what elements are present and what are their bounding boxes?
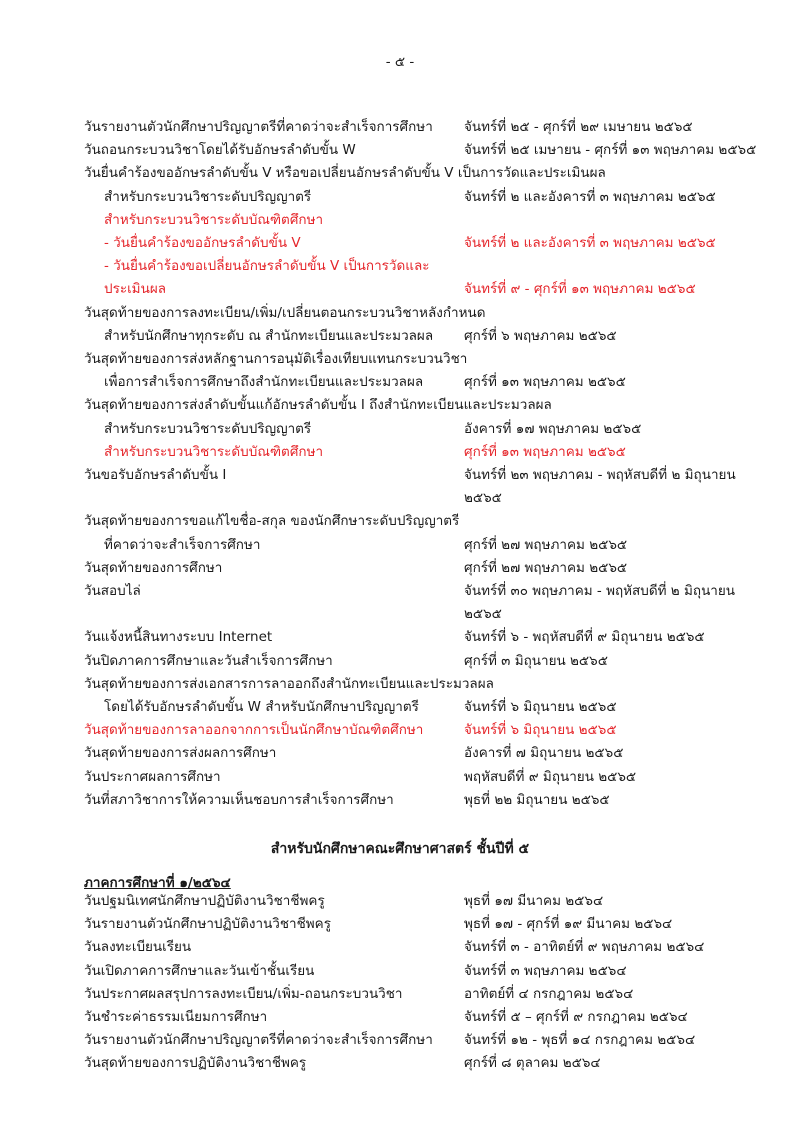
schedule-date: จันทร์ที่ ๕ – ศุกร์ที่ ๙ กรกฎาคม ๒๕๖๔: [464, 1009, 688, 1026]
schedule-date: พฤหัสบดีที่ ๙ มิถุนายน ๒๕๖๕: [464, 768, 637, 785]
schedule-row: [84, 913, 764, 936]
schedule-label: วันสุดท้ายของการปฏิบัติงานวิชาชีพครู: [84, 1055, 307, 1072]
schedule-row: [84, 510, 764, 533]
schedule-row: [84, 302, 764, 325]
schedule-date: ศุกร์ที่ ๒๗ พฤษภาคม ๒๕๖๕: [464, 559, 628, 576]
schedule-row: [84, 255, 764, 278]
schedule-date: พุธที่ ๑๗ - ศุกร์ที่ ๑๙ มีนาคม ๒๕๖๔: [464, 916, 673, 933]
schedule-label: วันที่สภาวิชาการให้ความเห็นชอบการสำเร็จการศึกษา: [84, 791, 394, 808]
schedule-row: [84, 1006, 764, 1029]
schedule-label: - วันยื่นคำร้องขอเปลี่ยนอักษรลำดับขั้น V เป็นการวัดและ: [104, 258, 430, 275]
schedule-row: [84, 719, 764, 742]
schedule-label: สำหรับกระบวนวิชาระดับปริญญาตรี: [104, 420, 312, 437]
schedule-label: วันสุดท้ายของการศึกษา: [84, 559, 223, 576]
schedule-label: สำหรับกระบวนวิชาระดับบัณฑิตศึกษา: [104, 443, 324, 460]
schedule-label: ประเมินผล: [104, 281, 166, 298]
semester-heading: ภาคการศึกษาที่ ๑/๒๕๖๔: [84, 875, 231, 891]
page-number: - ๕ -: [385, 54, 415, 70]
schedule-row: [84, 936, 764, 959]
schedule-label: วันชำระค่าธรรมเนียมการศึกษา: [84, 1009, 268, 1026]
schedule-row: [84, 209, 764, 232]
schedule-row: [84, 673, 764, 696]
schedule-date: จันทร์ที่ ๓ พฤษภาคม ๒๕๖๔: [464, 962, 627, 979]
schedule-row: [84, 418, 764, 441]
schedule-label: สำหรับกระบวนวิชาระดับปริญญาตรี: [104, 188, 312, 205]
schedule-label: วันสุดท้ายของการส่งหลักฐานการอนุมัติเรื่องเทียบแทนกระบวนวิชา: [84, 351, 468, 368]
schedule-row: [84, 983, 764, 1006]
schedule-row: [84, 278, 764, 301]
schedule-date: จันทร์ที่ ๙ - ศุกร์ที่ ๑๓ พฤษภาคม ๒๕๖๕: [464, 281, 696, 298]
schedule-date: จันทร์ที่ ๖ - พฤหัสบดีที่ ๙ มิถุนายน ๒๕๖๕: [464, 629, 705, 646]
schedule-date: จันทร์ที่ ๒๕ - ศุกร์ที่ ๒๙ เมษายน ๒๕๖๕: [464, 119, 693, 135]
schedule-label: สำหรับกระบวนวิชาระดับบัณฑิตศึกษา: [104, 211, 324, 228]
schedule-row: [84, 162, 764, 185]
schedule-date: จันทร์ที่ ๖ มิถุนายน ๒๕๖๕: [464, 722, 617, 739]
schedule-row: [84, 116, 764, 139]
schedule-label: วันปิดภาคการศึกษาและวันสำเร็จการศึกษา: [84, 652, 333, 669]
schedule-date: จันทร์ที่ ๒๓ พฤษภาคม - พฤหัสบดีที่ ๒ มิถุนายน: [464, 467, 736, 484]
schedule-date: ศุกร์ที่ ๖ พฤษภาคม ๒๕๖๕: [464, 327, 617, 344]
schedule-date: อังคารที่ ๗ มิถุนายน ๒๕๖๕: [464, 745, 624, 762]
schedule-row: [84, 464, 764, 487]
schedule-date: จันทร์ที่ ๓ - อาทิตย์ที่ ๙ พฤษภาคม ๒๕๖๔: [464, 939, 705, 956]
schedule-label: โดยได้รับอักษรลำดับขั้น W สำหรับนักศึกษาปริญญาตรี: [104, 699, 419, 716]
schedule-date: ศุกร์ที่ ๑๓ พฤษภาคม ๒๕๖๕: [464, 443, 626, 460]
schedule-date: จันทร์ที่ ๓๐ พฤษภาคม - พฤหัสบดีที่ ๒ มิถุนายน: [464, 583, 736, 600]
schedule-date: จันทร์ที่ ๑๒ - พุธที่ ๑๔ กรกฎาคม ๒๕๖๔: [464, 1032, 696, 1049]
schedule-date: จันทร์ที่ ๒ และอังคารที่ ๓ พฤษภาคม ๒๕๖๕: [464, 235, 716, 252]
schedule-date: จันทร์ที่ ๖ มิถุนายน ๒๕๖๕: [464, 699, 617, 716]
schedule-label: เพื่อการสำเร็จการศึกษาถึงสำนักทะเบียนและประมวลผล: [104, 374, 424, 391]
schedule-date: ๒๕๖๕: [464, 606, 502, 623]
schedule-label: วันสุดท้ายของการส่งลำดับขั้นแก้อักษรลำดับขั้น I ถึงสำนักทะเบียนและประมวลผล: [84, 397, 552, 414]
schedule-date: ศุกร์ที่ ๘ ตุลาคม ๒๕๖๔: [464, 1055, 601, 1072]
schedule-label: วันสอบไล่: [84, 583, 141, 600]
schedule-label: [84, 487, 464, 510]
schedule-date: พุธที่ ๑๗ มีนาคม ๒๕๖๔: [464, 893, 604, 909]
schedule-row: [84, 742, 764, 765]
schedule-label: วันยื่นคำร้องขออักษรลำดับขั้น V หรือขอเปลี่ยนอักษรลำดับขั้น V เป็นการวัดและประเมินผล: [84, 165, 606, 182]
schedule-label: วันรายงานตัวนักศึกษาปริญญาตรีที่คาดว่าจะสำเร็จการศึกษา: [84, 119, 433, 135]
schedule-label: วันรายงานตัวนักศึกษาปฏิบัติงานวิชาชีพครู: [84, 916, 331, 933]
schedule-label: วันแจ้งหนี้สินทางระบบ Internet: [84, 629, 273, 646]
schedule-label: วันปฐมนิเทศนักศึกษาปฏิบัติงานวิชาชีพครู: [84, 893, 325, 909]
schedule-row: [84, 603, 764, 626]
schedule-date: จันทร์ที่ ๒ และอังคารที่ ๓ พฤษภาคม ๒๕๖๕: [464, 188, 716, 205]
schedule-date: ศุกร์ที่ ๑๓ พฤษภาคม ๒๕๖๕: [464, 374, 626, 391]
schedule-date: ๒๕๖๕: [464, 490, 502, 507]
schedule-label: วันขอรับอักษรลำดับขั้น I: [84, 467, 227, 484]
schedule-date: จันทร์ที่ ๒๕ เมษายน - ศุกร์ที่ ๑๓ พฤษภาคม ๒๕๖๕: [464, 142, 757, 159]
section-heading: สำหรับนักศึกษาคณะศึกษาศาสตร์ ชั้นปีที่ ๕: [270, 841, 530, 857]
schedule-row: [84, 487, 764, 510]
schedule-label: วันประกาศผลการศึกษา: [84, 768, 221, 785]
schedule-label: วันสุดท้ายของการลาออกจากการเป็นนักศึกษาบัณฑิตศึกษา: [84, 722, 424, 739]
schedule-row: [84, 441, 764, 464]
schedule-row: [84, 139, 764, 162]
schedule-label: วันสุดท้ายของการลงทะเบียน/เพิ่ม/เปลี่ยนตอนกระบวนวิชาหลังกำหนด: [84, 304, 486, 321]
schedule-date: อาทิตย์ที่ ๔ กรกฎาคม ๒๕๖๔: [464, 985, 634, 1002]
schedule-row: [84, 348, 764, 371]
schedule-label: วันลงทะเบียนเรียน: [84, 939, 192, 956]
schedule-label: [84, 603, 464, 626]
schedule-row: [84, 557, 764, 580]
schedule-row: [84, 534, 764, 557]
schedule-row: [84, 789, 764, 812]
schedule-row: [84, 1029, 764, 1052]
schedule-row: [84, 394, 764, 417]
schedule-label: วันสุดท้ายของการขอแก้ไขชื่อ-สกุล ของนักศึกษาระดับปริญญาตรี: [84, 513, 460, 530]
schedule-date: อังคารที่ ๑๗ พฤษภาคม ๒๕๖๕: [464, 420, 642, 437]
schedule-row: [84, 371, 764, 394]
schedule-label: ที่คาดว่าจะสำเร็จการศึกษา: [104, 536, 261, 553]
schedule-label: - วันยื่นคำร้องขออักษรลำดับขั้น V: [104, 235, 301, 252]
schedule-bottom: [84, 890, 764, 1076]
schedule-label: วันถอนกระบวนวิชาโดยได้รับอักษรลำดับขั้น W: [84, 142, 356, 159]
schedule-row: [84, 186, 764, 209]
schedule-row: [84, 1052, 764, 1075]
schedule-row: [84, 890, 764, 913]
schedule-label: วันเปิดภาคการศึกษาและวันเข้าชั้นเรียน: [84, 962, 315, 979]
schedule-date: ศุกร์ที่ ๒๗ พฤษภาคม ๒๕๖๕: [464, 536, 628, 553]
schedule-row: [84, 696, 764, 719]
schedule-date: พุธที่ ๒๒ มิถุนายน ๒๕๖๕: [464, 791, 610, 808]
schedule-row: [84, 232, 764, 255]
schedule-date: ศุกร์ที่ ๓ มิถุนายน ๒๕๖๕: [464, 652, 608, 669]
schedule-row: [84, 580, 764, 603]
schedule-row: [84, 766, 764, 789]
schedule-row: [84, 325, 764, 348]
schedule-row: [84, 626, 764, 649]
schedule-label: วันรายงานตัวนักศึกษาปริญญาตรีที่คาดว่าจะสำเร็จการศึกษา: [84, 1032, 433, 1049]
schedule-label: วันสุดท้ายของการส่งเอกสารการลาออกถึงสำนักทะเบียนและประมวลผล: [84, 675, 494, 692]
schedule-label: วันประกาศผลสรุปการลงทะเบียน/เพิ่ม-ถอนกระบวนวิชา: [84, 985, 403, 1002]
schedule-row: [84, 650, 764, 673]
schedule-label: สำหรับนักศึกษาทุกระดับ ณ สำนักทะเบียนและประมวลผล: [104, 327, 434, 344]
schedule-top: [84, 116, 764, 812]
schedule-label: วันสุดท้ายของการส่งผลการศึกษา: [84, 745, 277, 762]
schedule-row: [84, 960, 764, 983]
